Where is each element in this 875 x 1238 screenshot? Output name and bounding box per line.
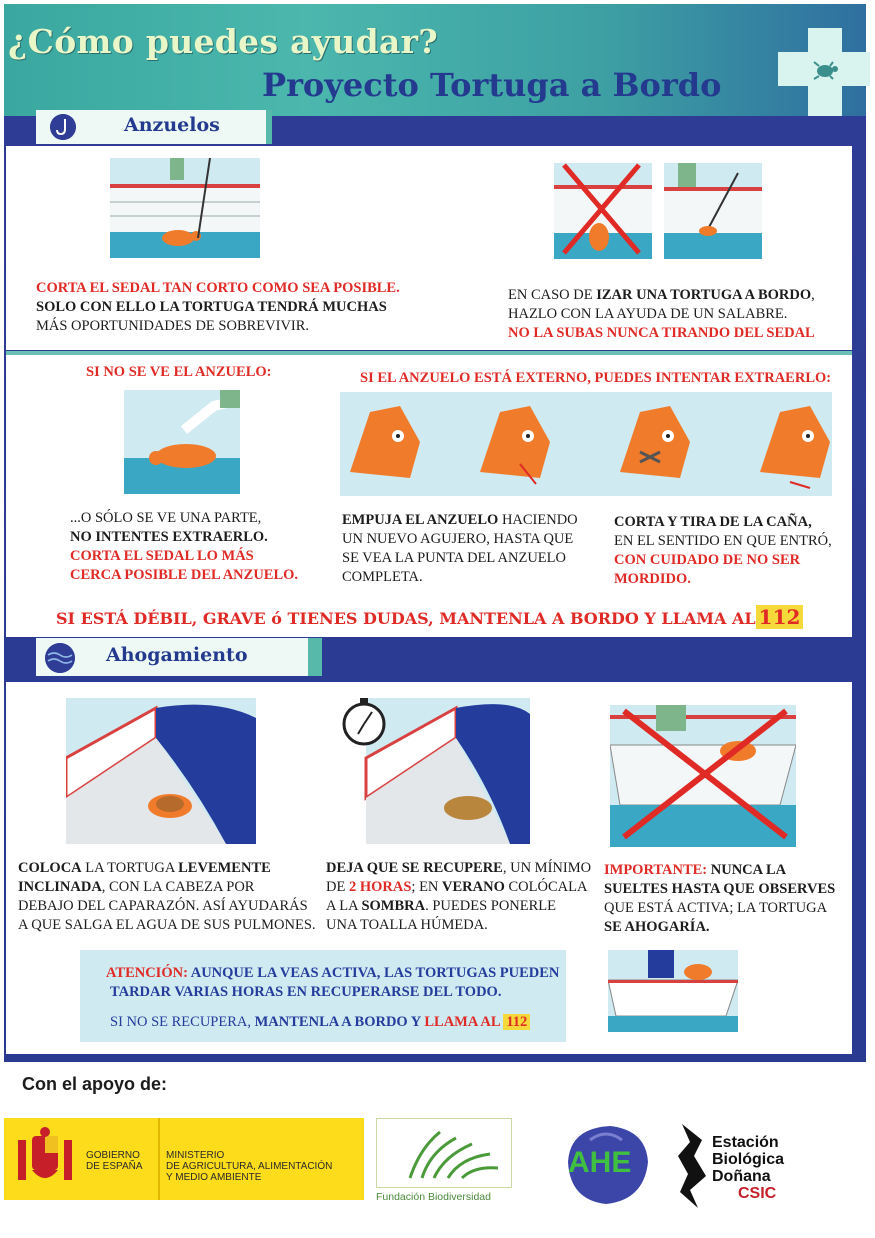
deja-text-2d: VERANO xyxy=(442,879,505,895)
external-hook-illustration xyxy=(340,392,832,496)
ebd-text-2: Biológica xyxy=(712,1151,785,1168)
coloca-text-1a: COLOCA xyxy=(18,860,82,876)
deja-text-2c: ; EN xyxy=(411,879,443,895)
no-ve-text-4: CERCA POSIBLE DEL ANZUELO. xyxy=(70,567,299,583)
coat-of-arms-icon xyxy=(14,1126,76,1192)
lift-text-1 xyxy=(508,286,815,304)
net-lift-illustration xyxy=(664,163,762,259)
deja-text-3c: . PUEDES PONERLE xyxy=(425,898,557,914)
tab-ahogamiento-label: Ahogamiento xyxy=(106,644,248,666)
empuja-text-4: COMPLETA. xyxy=(342,569,423,585)
boat-rescue-illustration xyxy=(608,950,738,1032)
deja-text-2a: DE xyxy=(326,879,349,895)
gobierno-text-2: DE ESPAÑA xyxy=(86,1161,143,1172)
fundacion-text: Fundación Biodiversidad xyxy=(376,1191,491,1203)
importante-text-3: QUE ESTÁ ACTIVA; LA TORTUGA xyxy=(604,900,828,916)
never-release-illustration xyxy=(610,705,796,847)
lift-text-1b: IZAR UNA TORTUGA A BORDO xyxy=(596,287,812,303)
poster-title: ¿Cómo puedes ayudar? xyxy=(8,22,438,61)
atencion-text-3a: SI NO SE RECUPERA, xyxy=(110,1014,255,1030)
no-ve-text-2: NO INTENTES EXTRAERLO. xyxy=(70,529,268,545)
ministerio-text-1: MINISTERIO xyxy=(166,1150,225,1161)
empuja-text-2: UN NUEVO AGUJERO, HASTA QUE xyxy=(342,531,574,547)
ahe-text: AHE xyxy=(568,1146,632,1179)
ministerio-text-3: Y MEDIO AMBIENTE xyxy=(166,1172,262,1183)
gobierno-text-1: GOBIERNO xyxy=(86,1150,140,1161)
no-ve-text-3: CORTA EL SEDAL LO MÁS xyxy=(70,548,254,564)
ebd-logo-icon xyxy=(676,1120,710,1210)
deja-text-3a: A LA xyxy=(326,898,362,914)
support-label: Con el apoyo de: xyxy=(22,1074,168,1094)
importante-text-1a: IMPORTANTE: xyxy=(604,862,708,878)
coloca-text-3: DEBAJO DEL CAPARAZÓN. ASÍ AYUDARÁS xyxy=(18,898,308,914)
atencion-text-3b: MANTENLA A BORDO Y xyxy=(254,1014,425,1030)
deja-text-2 xyxy=(326,878,587,896)
corta-text-4: MORDIDO. xyxy=(614,571,691,587)
coloca-text-4: A QUE SALGA EL AGUA DE SUS PULMONES. xyxy=(18,917,316,933)
empuja-text-1 xyxy=(342,511,578,529)
no-pull-line-illustration xyxy=(554,163,652,259)
heading-externo: SI EL ANZUELO ESTÁ EXTERNO, PUEDES INTENTAR EXTRAERLO: xyxy=(360,370,832,386)
lift-text-3: NO LA SUBAS NUNCA TIRANDO DEL SEDAL xyxy=(508,325,815,341)
coloca-text-1c: LEVEMENTE xyxy=(178,860,271,876)
hidden-hook-illustration xyxy=(124,390,240,494)
importante-text-4: SE AHOGARÍA. xyxy=(604,919,710,935)
coloca-text-2b: , CON LA CABEZA POR xyxy=(101,879,255,895)
rest-turtle-illustration xyxy=(340,694,530,844)
heading-no-ve: SI NO SE VE EL ANZUELO: xyxy=(86,364,272,380)
tab-anzuelos-label: Anzuelos xyxy=(124,114,220,136)
lift-text-2: HAZLO CON LA AYUDA DE UN SALABRE. xyxy=(508,306,788,322)
deja-text-2e: COLÓCALA xyxy=(504,879,588,895)
importante-text-1 xyxy=(604,861,786,879)
ministerio-text-2: DE AGRICULTURA, ALIMENTACIÓN xyxy=(166,1161,333,1172)
deja-text-3 xyxy=(326,897,556,915)
deja-text-3b: SOMBRA xyxy=(361,898,426,914)
poster-subtitle: Proyecto Tortuga a Bordo xyxy=(262,66,722,104)
warning-phone-number: 112 xyxy=(756,605,804,629)
cut-line-text-2: SOLO CON ELLO LA TORTUGA TENDRÁ MUCHAS xyxy=(36,299,387,315)
atencion-text-3 xyxy=(110,1012,530,1032)
atencion-text-1 xyxy=(106,964,559,982)
coloca-text-2 xyxy=(18,878,254,896)
importante-text-2: SUELTES HASTA QUE OBSERVES xyxy=(604,881,836,897)
coloca-text-2a: INCLINADA xyxy=(18,879,102,895)
cut-line-text-1: CORTA EL SEDAL TAN CORTO COMO SEA POSIBLE. xyxy=(36,280,400,296)
deja-text-1b: , UN MÍNIMO xyxy=(502,860,592,876)
tilt-turtle-illustration xyxy=(66,698,256,844)
empuja-text-1a: EMPUJA EL ANZUELO xyxy=(342,512,499,528)
deja-text-1a: DEJA QUE SE RECUPERE xyxy=(326,860,503,876)
water-icon xyxy=(45,643,75,673)
lift-text-1a: EN CASO DE xyxy=(508,287,597,303)
turtle-logo-icon xyxy=(810,60,840,80)
deja-text-2b: 2 HORAS xyxy=(348,879,412,895)
warning-text: SI ESTÁ DÉBIL, GRAVE ó TIENES DUDAS, MANTENLA A BORDO Y LLAMA AL xyxy=(56,609,756,628)
warning-banner xyxy=(56,605,803,631)
corta-text-2: EN EL SENTIDO EN QUE ENTRÓ, xyxy=(614,533,832,549)
deja-text-4: UNA TOALLA HÚMEDA. xyxy=(326,917,488,933)
lift-text-1c: , xyxy=(811,287,815,303)
empuja-text-3: SE VEA LA PUNTA DEL ANZUELO xyxy=(342,550,566,566)
atencion-phone-number: 112 xyxy=(503,1014,530,1030)
ebd-text-4: CSIC xyxy=(738,1185,777,1202)
cut-line-text-3: MÁS OPORTUNIDADES DE SOBREVIVIR. xyxy=(36,318,310,334)
grass-icon xyxy=(400,1128,500,1180)
atencion-text-1a: ATENCIÓN: xyxy=(106,965,188,981)
gobierno-divider xyxy=(158,1118,160,1200)
atencion-text-1b: AUNQUE LA VEAS ACTIVA, LAS TORTUGAS PUEDEN xyxy=(187,965,560,981)
ebd-text-1: Estación xyxy=(712,1134,779,1151)
atencion-text-2: TARDAR VARIAS HORAS EN RECUPERARSE DEL TODO. xyxy=(110,984,502,1000)
coloca-text-1 xyxy=(18,859,271,877)
hook-icon xyxy=(50,114,76,140)
corta-text-1: CORTA Y TIRA DE LA CAÑA, xyxy=(614,514,812,530)
atencion-text-3c: LLAMA AL xyxy=(424,1014,500,1030)
coloca-text-1b: LA TORTUGA xyxy=(81,860,179,876)
deja-text-1 xyxy=(326,859,591,877)
cut-line-illustration xyxy=(110,158,260,258)
empuja-text-1b: HACIENDO xyxy=(498,512,578,528)
corta-text-3: CON CUIDADO DE NO SER xyxy=(614,552,801,568)
no-ve-text-1: ...O SÓLO SE VE UNA PARTE, xyxy=(70,510,262,526)
ebd-text-3: Doñana xyxy=(712,1168,771,1185)
importante-text-1b: NUNCA LA xyxy=(707,862,787,878)
